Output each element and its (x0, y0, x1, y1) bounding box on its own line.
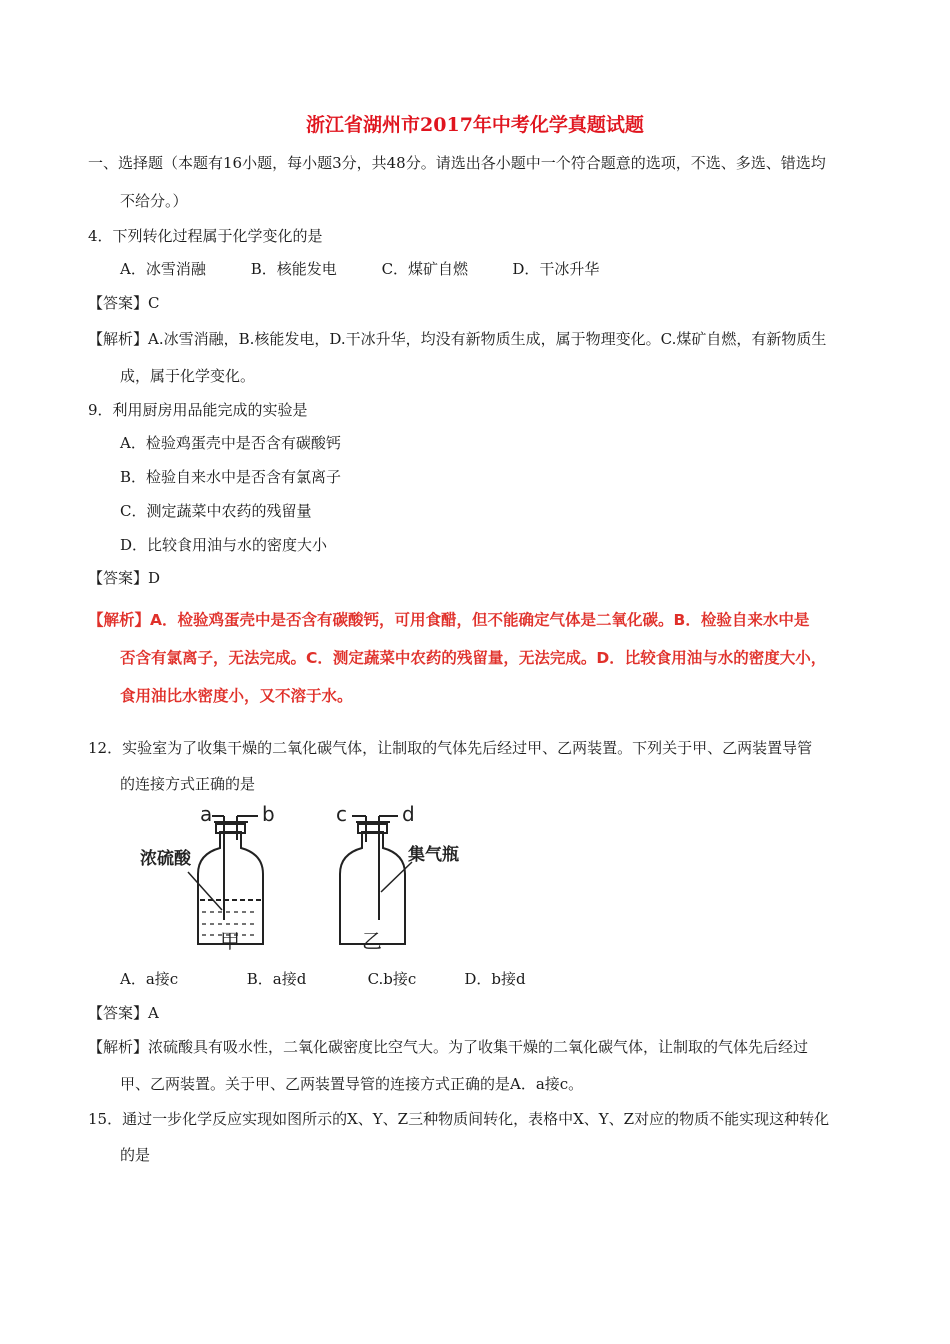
q12-option-a: A．a接c (120, 970, 179, 988)
q9-option-b: B．检验自来水中是否含有氯离子 (120, 468, 342, 486)
q4-options (120, 258, 599, 280)
q9-option-a: A．检验鸡蛋壳中是否含有碳酸钙 (120, 434, 341, 452)
q12-option-d: D．b接d (464, 970, 526, 988)
q12-options (120, 968, 526, 990)
q4-option-c: C．煤矿自燃 (381, 260, 469, 278)
page-title: 浙江省湖州市2017年中考化学真题试题 (306, 114, 644, 136)
label-jia: 甲 (220, 929, 240, 952)
section-instructions-line1: 一、选择题（本题有16小题，每小题3分，共48分。请选出各小题中一个符合题意的选项，不选、多选、错选均 (88, 154, 826, 172)
label-c: c (336, 802, 347, 826)
q12-stem-line2: 的连接方式正确的是 (120, 775, 256, 793)
q12-answer: 【答案】A (88, 1004, 159, 1022)
q9-stem: 9．利用厨房用品能完成的实验是 (88, 401, 308, 419)
apparatus-diagram (130, 802, 480, 952)
q12-option-c: C.b接c (367, 970, 417, 988)
label-b: b (262, 802, 275, 826)
q9-answer: 【答案】D (88, 569, 161, 587)
q9-option-c: C．测定蔬菜中农药的残留量 (120, 502, 312, 520)
q4-option-b: B．核能发电 (250, 260, 337, 278)
q4-stem: 4．下列转化过程属于化学变化的是 (88, 227, 323, 245)
q9-analysis-line2: 否含有氯离子，无法完成。C．测定蔬菜中农药的残留量，无法完成。D．比较食用油与水的密度大小， (120, 649, 827, 667)
apparatus-figure (130, 802, 480, 952)
label-d: d (402, 802, 415, 826)
label-yi: 乙 (362, 929, 382, 952)
q9-analysis-line1: 【解析】A．检验鸡蛋壳中是否含有碳酸钙，可用食醋，但不能确定气体是二氧化碳。B．检验自来水中是 (88, 611, 810, 629)
q9-option-d: D．比较食用油与水的密度大小 (120, 536, 328, 554)
label-gas-bottle: 集气瓶 (408, 845, 459, 865)
q12-analysis-line1: 【解析】浓硫酸具有吸水性，二氧化碳密度比空气大。为了收集干燥的二氧化碳气体，让制取的气体先后经过 (88, 1038, 809, 1056)
q4-answer: 【答案】C (88, 294, 160, 312)
q4-analysis-line1: 【解析】A.冰雪消融，B.核能发电，D.干冰升华，均没有新物质生成，属于物理变化。C.煤矿自燃，有新物质生 (88, 330, 827, 348)
q9-analysis-line3: 食用油比水密度小，又不溶于水。 (120, 687, 353, 705)
q12-analysis-line2: 甲、乙两装置。关于甲、乙两装置导管的连接方式正确的是A．a接c。 (120, 1075, 584, 1093)
section-instructions-line2: 不给分。） (120, 192, 188, 210)
left-bottle (198, 832, 263, 944)
q4-option-a: A．冰雪消融 (120, 260, 206, 278)
q4-analysis-line2: 成，属于化学变化。 (120, 367, 256, 385)
q4-option-d: D．干冰升华 (512, 260, 600, 278)
label-a: a (200, 802, 213, 826)
right-bottle (340, 832, 405, 944)
q12-option-b: B．a接d (246, 970, 307, 988)
q15-stem-line2: 的是 (120, 1146, 151, 1164)
label-conc-sulfuric-acid: 浓硫酸 (140, 849, 191, 869)
q15-stem-line1: 15．通过一步化学反应实现如图所示的X、Y、Z三种物质间转化，表格中X、Y、Z对应的物质不能实现这种转化 (88, 1110, 830, 1128)
q12-stem-line1: 12．实验室为了收集干燥的二氧化碳气体，让制取的气体先后经过甲、乙两装置。下列关于甲、乙两装置导管 (88, 739, 813, 757)
